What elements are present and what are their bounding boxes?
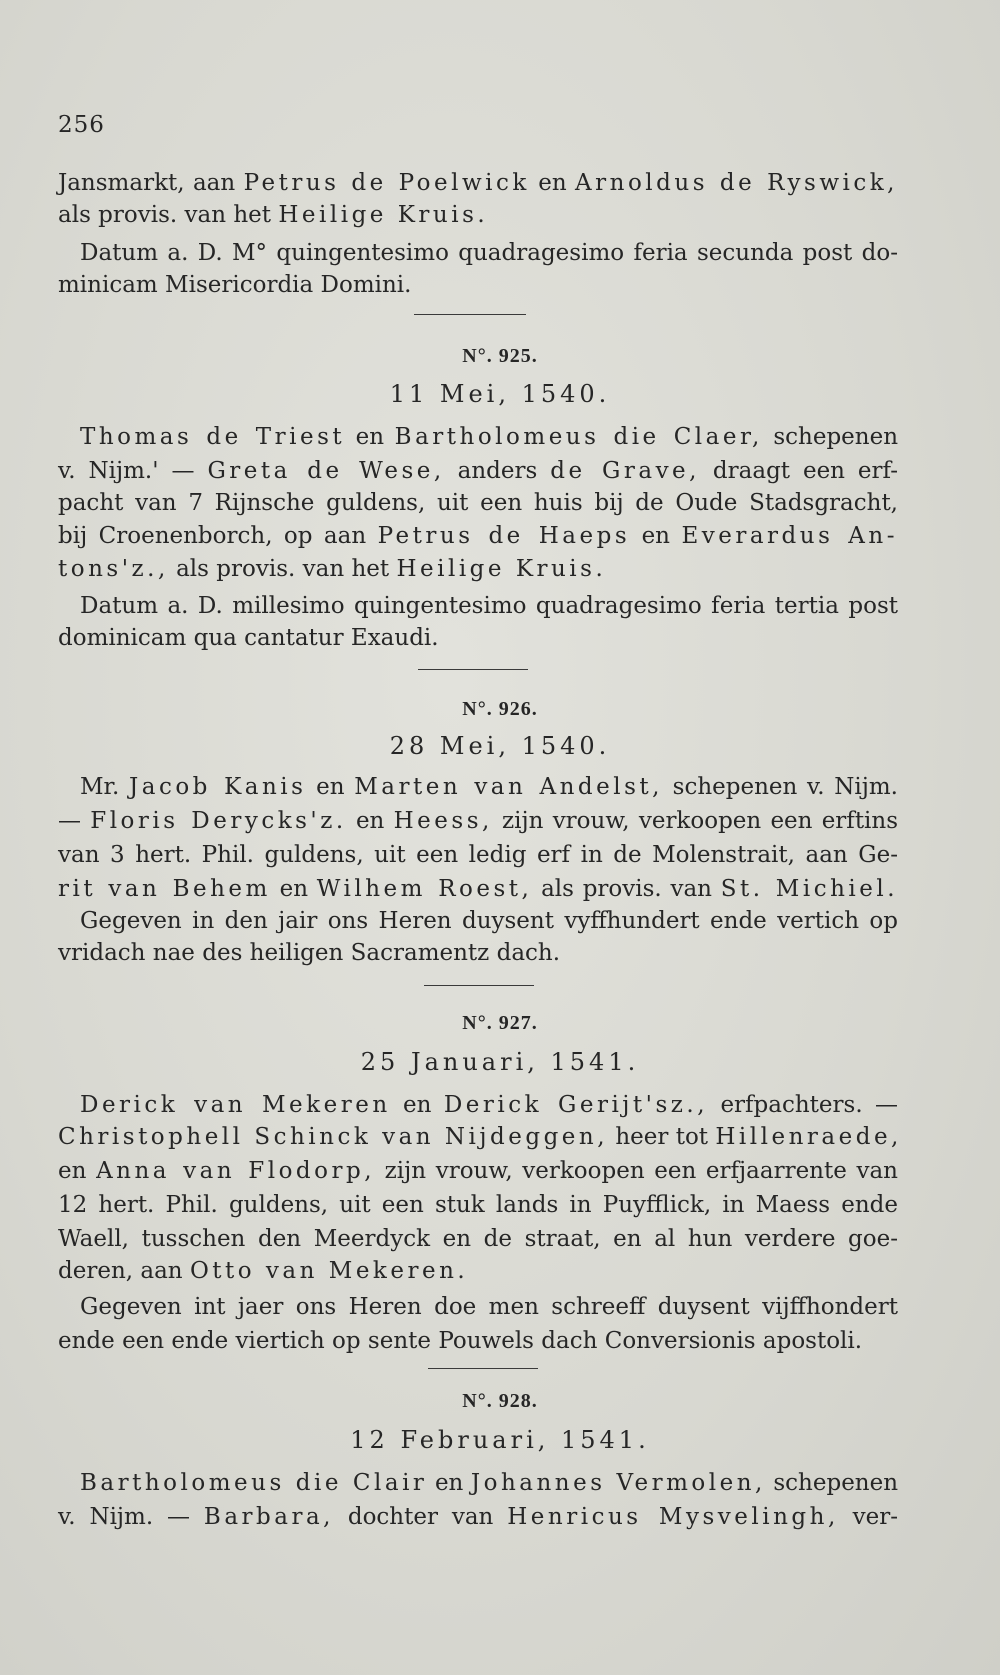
entry-927-date: 25 Januari, 1541. [360,1048,640,1076]
entry-926-line-5: Gegeven in den jair ons Heren duysent vyffhundert ende vertich op [80,908,898,934]
entry-926-number: N°. 926. [462,698,538,720]
entry-927-line-7: Gegeven int jaer ons Heren doe men schreeff duysent vijffhondert [80,1294,898,1320]
entry-926-line-3: van 3 hert. Phil. guldens, uit een ledig erf in de Molenstrait, aan Ge- [58,842,898,868]
entry-925-line-7: dominicam qua cantatur Exaudi. [58,625,439,651]
top-line-3: Datum a. D. M° quingentesimo quadragesimo feria secunda post do- [80,240,898,266]
entry-925-line-1: Thomas de Triest en Bartholomeus die Claer, schepenen [80,424,899,450]
entry-926-line-2: — Floris Derycks'z. en Heess, zijn vrouw, verkoopen een erftins [58,808,899,834]
page-number: 256 [58,112,105,138]
entry-927-line-8: ende een ende viertich op sente Pouwels dach Conversionis apostoli. [58,1328,863,1354]
entry-926-line-6: vridach nae des heiligen Sacramentz dach. [58,940,561,966]
entry-925-date: 11 Mei, 1540. [389,380,611,408]
entry-925-line-2: v. Nijm.' — Greta de Wese, anders de Grave, draagt een erf- [58,458,898,484]
separator-rule [414,314,526,315]
entry-928-line-1: Bartholomeus die Clair en Johannes Vermolen, schepenen [80,1470,899,1496]
entry-925-line-6: Datum a. D. millesimo quingentesimo quadragesimo feria tertia post [80,593,898,619]
entry-927-line-2: Christophell Schinck van Nijdeggen, heer tot Hillenraede, [58,1124,902,1150]
entry-926-line-4: rit van Behem en Wilhem Roest, als provis. van St. Michiel. [58,876,899,902]
entry-928-line-2: v. Nijm. — Barbara, dochter van Henricus Mysvelingh, ver- [58,1504,899,1530]
entry-927-line-4: 12 hert. Phil. guldens, uit een stuk lands in Puyfflick, in Maess ende [58,1192,898,1218]
entry-928-number: N°. 928. [462,1390,538,1412]
entry-926-date: 28 Mei, 1540. [389,732,611,760]
separator-rule [418,669,528,670]
entry-927-line-6: deren, aan Otto van Mekeren. [58,1258,469,1284]
entry-927-line-5: Waell, tusschen den Meerdyck en de straat, en al hun verdere goe- [58,1226,898,1252]
entry-928-date: 12 Februari, 1541. [350,1426,650,1454]
entry-927-number: N°. 927. [462,1012,538,1034]
separator-rule [424,985,534,986]
entry-925-number: N°. 925. [462,345,538,367]
entry-927-line-1: Derick van Mekeren en Derick Gerijt'sz., erfpachters. — [80,1092,899,1118]
entry-927-line-3: en Anna van Flodorp, zijn vrouw, verkoopen een erfjaarrente van [58,1158,898,1184]
top-line-2: als provis. van het Heilige Kruis. [58,202,489,228]
entry-925-line-5: tons'z., als provis. van het Heilige Kruis. [58,556,607,582]
entry-925-line-4: bij Croenenborch, op aan Petrus de Haeps en Everardus An- [58,523,898,549]
top-line-4: minicam Misericordia Domini. [58,272,412,298]
top-line-1: Jansmarkt, aan Petrus de Poelwick en Arnoldus de Ryswick, [58,170,898,196]
separator-rule [428,1368,538,1369]
entry-926-line-1: Mr. Jacob Kanis en Marten van Andelst, schepenen v. Nijm. [80,774,898,800]
entry-925-line-3: pacht van 7 Rijnsche guldens, uit een huis bij de Oude Stadsgracht, [58,490,898,516]
